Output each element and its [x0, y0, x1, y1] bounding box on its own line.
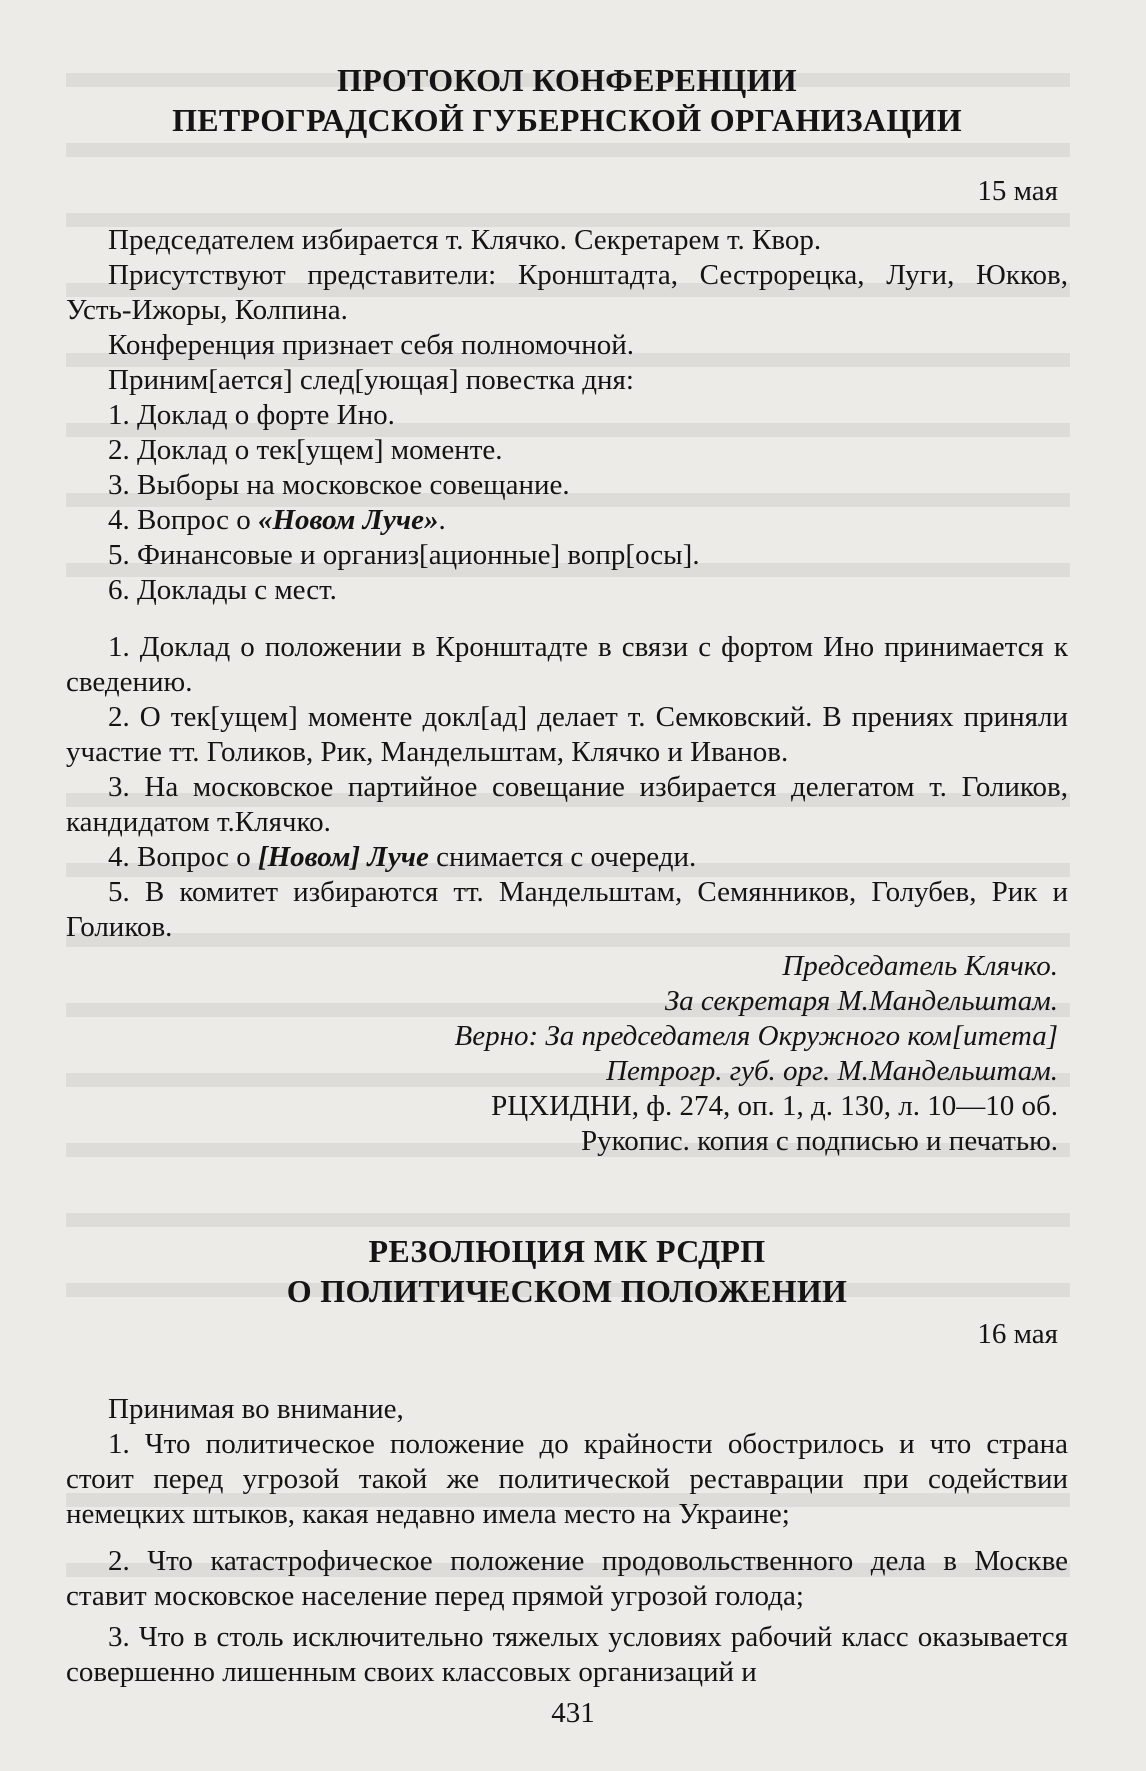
doc1-title-line1: ПРОТОКОЛ КОНФЕРЕНЦИИ — [337, 62, 797, 98]
doc1-present: Присутствуют представители: Кронштадта, Сестрорецка, Луги, Юкков, Усть-Ижоры, Колпина. — [66, 259, 1068, 326]
newspaper-title: [Новом] Луче — [257, 841, 429, 873]
resolution-4-text: снимается с очереди. — [428, 841, 697, 873]
doc2-point-1: 1. Что политическое положение до крайности обострилось и что страна стоит перед угрозой такой же политической реставрации при содействии немецких штыков, какая недавно имела место на Украине; — [66, 1428, 1068, 1530]
doc1-title — [66, 60, 1068, 140]
agenda-item: 5. Финансовые и организ[ационные] вопр[осы]. — [108, 539, 700, 571]
doc1-agenda-intro: Приним[ается] след[ующая] повестка дня: — [108, 364, 634, 396]
agenda-item: 1. Доклад о форте Ино. — [108, 399, 395, 431]
archive-note: Рукопис. копия с подписью и печатью. — [581, 1125, 1058, 1157]
page-number: 431 — [551, 1697, 595, 1729]
newspaper-title: «Новом Луче» — [257, 504, 439, 536]
doc2-title-line1: РЕЗОЛЮЦИЯ МК РСДРП — [368, 1233, 766, 1269]
agenda-item-text: 4. Вопрос о — [108, 504, 258, 536]
resolution-4-text: 4. Вопрос о — [108, 841, 258, 873]
doc1-quorum: Конференция признает себя полномочной. — [108, 329, 635, 361]
agenda-item: 2. Доклад о тек[ущем] моменте. — [108, 434, 503, 466]
doc2-intro: Принимая во внимание, — [108, 1393, 404, 1425]
resolution-3: 3. На московское партийное совещание избирается делегатом т. Голиков, кандидатом т.Клячко. — [66, 771, 1068, 838]
doc2-date: 16 мая — [977, 1318, 1058, 1350]
signatures — [66, 949, 1068, 1089]
signature-chair: Председатель Клячко. — [782, 950, 1058, 982]
resolution-4 — [66, 840, 1068, 875]
doc1-date: 15 мая — [977, 175, 1058, 207]
doc1-title-line2: ПЕТРОГРАДСКОЙ ГУБЕРНСКОЙ ОРГАНИЗАЦИИ — [172, 102, 962, 138]
archive-reference: РЦХИДНИ, ф. 274, оп. 1, д. 130, л. 10—10 об. — [491, 1090, 1058, 1122]
resolution-2: 2. О тек[ущем] моменте докл[ад] делает т. Семковский. В прениях приняли участие тт. Голиков, Рик, Мандельштам, Клячко и Иванов. — [66, 701, 1068, 768]
agenda-item: 3. Выборы на московское совещание. — [108, 469, 570, 501]
doc2-title — [66, 1231, 1068, 1311]
resolution-5: 5. В комитет избираются тт. Мандельштам, Семянников, Голубев, Рик и Голиков. — [66, 876, 1068, 943]
resolution-1: 1. Доклад о положении в Кронштадте в связи с фортом Ино принимается к сведению. — [66, 631, 1068, 698]
signature-verified: Верно: За председателя Окружного ком[итета] — [454, 1020, 1058, 1052]
agenda-item: 6. Доклады с мест. — [108, 574, 337, 606]
doc2-title-line2: О ПОЛИТИЧЕСКОМ ПОЛОЖЕНИИ — [286, 1273, 848, 1309]
signature-org: Петрогр. губ. орг. М.Мандельштам. — [606, 1055, 1058, 1087]
doc2-point-3: 3. Что в столь исключительно тяжелых условиях рабочий класс оказывается совершенно лишенным своих классовых организаций и — [66, 1621, 1068, 1688]
agenda-item-text: . — [438, 504, 446, 536]
doc2-point-2: 2. Что катастрофическое положение продовольственного дела в Москве ставит московское население перед прямой угрозой голода; — [66, 1545, 1068, 1612]
doc1-chair: Председателем избирается т. Клячко. Секретарем т. Квор. — [108, 224, 822, 256]
agenda-list — [66, 398, 1068, 608]
signature-secretary: За секретаря М.Мандельштам. — [664, 985, 1058, 1017]
agenda-item — [66, 503, 1068, 538]
text-column — [66, 60, 1068, 1690]
